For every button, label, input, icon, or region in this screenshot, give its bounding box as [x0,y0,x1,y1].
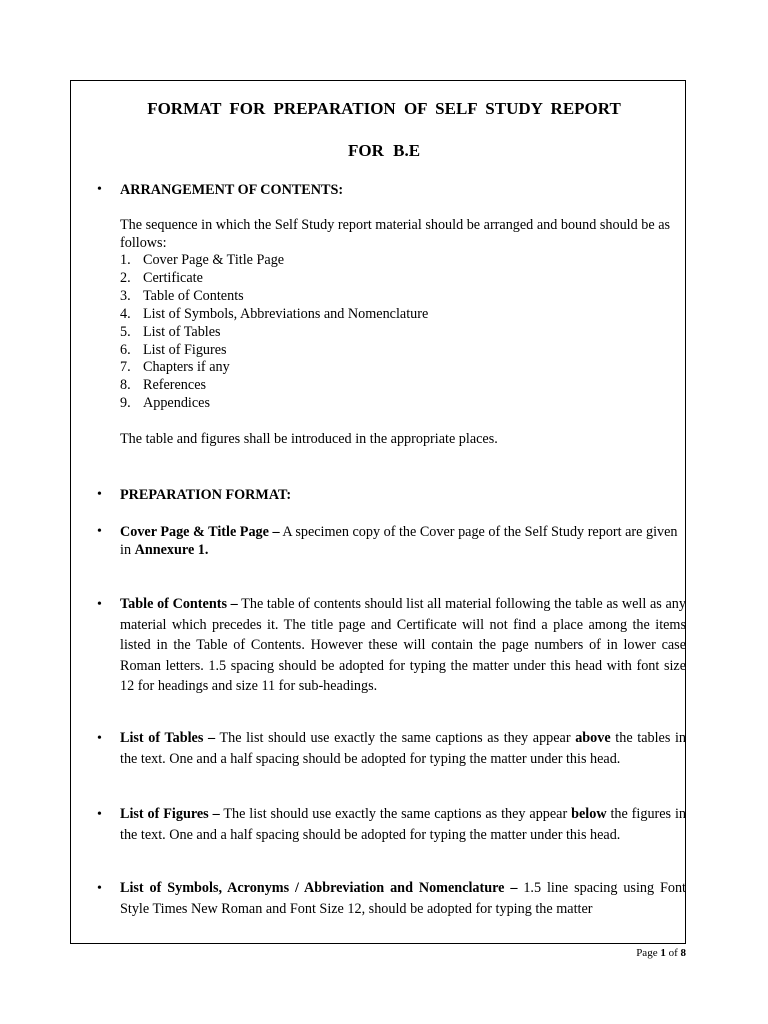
bullet-icon: • [97,524,102,539]
section-heading-preparation: PREPARATION FORMAT: [120,487,292,503]
document-subtitle: FOR B.E [347,141,421,160]
list-item: 8. References [120,377,207,394]
list-of-figures-paragraph: List of Figures – The list should use exactly the same captions as they appear below the figures in the text. One and a half spacing should be adopted for typing the matter under this head. [120,806,687,843]
bullet-icon: • [97,487,102,502]
toc-paragraph: Table of Contents – The table of contents should list all material following the table as well as any material which precedes it. The title page and Certificate will not find a place among the items listed in the Table of Contents. However these will contain the page numbers of in lower case Roman letters. 1.5 spacing should be adopted for typing the matter under this head with font size 12 for headings and size 11 for sub-headings. [120,596,686,694]
list-item: 7. Chapters if any [120,359,230,376]
arrangement-intro: The sequence in which the Self Study report material should be arranged and bound should be as follows: [120,217,671,251]
bullet-icon: • [97,881,102,896]
cover-page-paragraph: Cover Page & Title Page – A specimen copy of the Cover page of the Self Study report are given in Annexure 1. [120,524,678,558]
list-item: 6. List of Figures [120,341,227,358]
bullet-icon: • [97,731,102,746]
bullet-icon: • [97,597,102,612]
arrangement-list [120,252,686,413]
list-item: 3. Table of Contents [120,287,244,304]
list-item: 5. List of Tables [120,323,221,340]
list-item: 1. Cover Page & Title Page [120,252,285,268]
list-of-symbols-paragraph: List of Symbols, Acronyms / Abbreviation and Nomenclature – 1.5 line spacing using Font Style Times New Roman and Font Size 12, should be adopted for typing the matter [120,880,686,917]
bullet-icon: • [97,807,102,822]
list-item: 4. List of Symbols, Abbreviations and Nomenclature [120,305,429,322]
bullet-icon: • [97,182,102,197]
list-item: 2. Certificate [120,269,203,286]
section-heading-arrangement: ARRANGEMENT OF CONTENTS: [120,182,344,198]
page-number: Page 1 of 8 [636,947,686,959]
document-title: FORMAT FOR PREPARATION OF SELF STUDY REPORT [147,99,621,118]
arrangement-note: The table and figures shall be introduced in the appropriate places. [120,431,498,447]
list-of-tables-paragraph: List of Tables – The list should use exactly the same captions as they appear above the tables in the text. One and a half spacing should be adopted for typing the matter under this head. [120,730,686,767]
list-item: 9. Appendices [120,395,210,412]
